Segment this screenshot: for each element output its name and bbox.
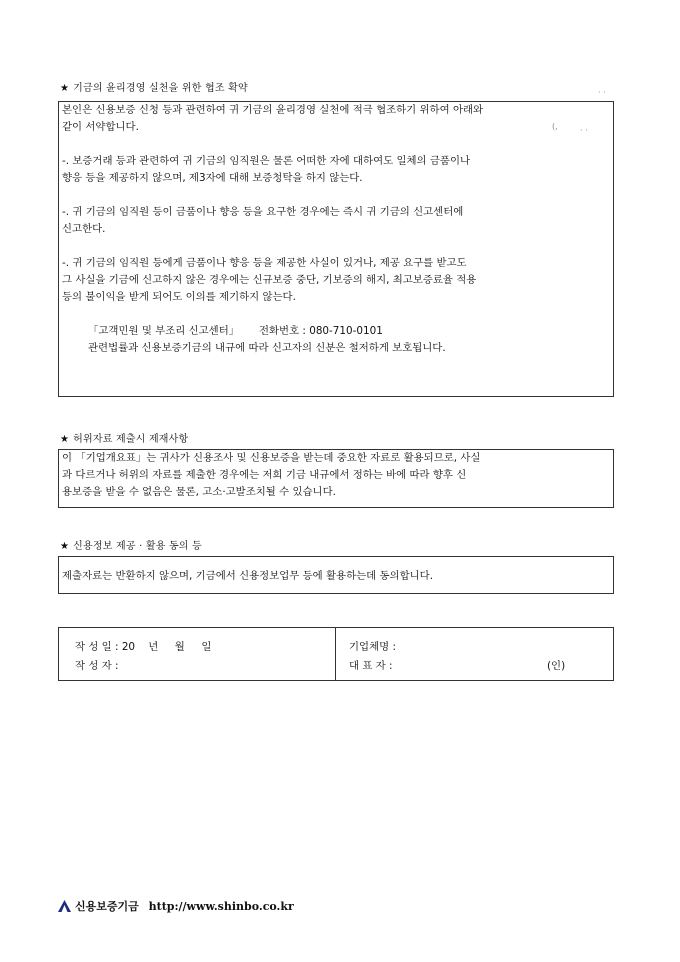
pledge-item-1: -. 보증거래 등과 관련하여 귀 기금의 임직원은 물론 어떠한 자에 대하여도 일체의 금품이나 [62,155,471,167]
pledge-item-3: 등의 불이익을 받게 되어도 이의를 제기하지 않는다. [62,291,296,303]
star-icon: ★ [60,541,70,552]
section1-title-text: 기금의 윤리경영 실천을 위한 협조 확약 [73,83,248,94]
false-data-line: 용보증을 받을 수 없음은 물론, 고소·고발조치될 수 있습니다. [62,486,336,498]
signature-left-cell [59,628,336,680]
pledge-item-2: 신고한다. [62,223,106,235]
pledge-intro-line: 본인은 신용보증 신청 등과 관련하여 귀 기금의 윤리경영 실천에 적극 협조하기 위하여 아래와 [62,104,484,116]
report-center-line: 「고객민원 및 부조리 신고센터」 전화번호 : 080-710-0101 [88,325,383,337]
footer-url-link[interactable]: http://www.shinbo.co.kr [148,900,294,913]
scan-noise: · · [580,126,588,135]
section1-title [60,79,248,94]
consent-box [58,556,614,594]
scan-noise: (, [552,122,558,131]
star-icon: ★ [60,83,70,94]
false-data-box [58,449,614,508]
pledge-box [58,101,614,397]
kodit-logo-icon [58,900,71,915]
section2-title [60,430,188,445]
signature-right-cell [335,628,613,680]
false-data-line: 이 「기업개요표」는 귀사가 신용조사 및 신용보증을 받는데 중요한 자료로 활용되므로, 사실 [62,452,481,464]
pledge-item-1: 향응 등을 제공하지 않으며, 제3자에 대해 보증청탁을 하지 않는다. [62,172,363,184]
section2-title-text: 허위자료 제출시 제재사항 [73,434,189,445]
false-data-line: 과 다르거나 허위의 자료를 제출한 경우에는 저희 기금 내규에서 정하는 바에 따라 향후 신 [62,469,467,481]
pledge-item-2: -. 귀 기금의 임직원 등이 금품이나 향응 등을 요구한 경우에는 즉시 귀 기금의 신고센터에 [62,206,464,218]
scan-noise: · · [598,88,606,97]
section3-title-text: 신용정보 제공 · 활용 동의 등 [73,541,202,552]
date-field[interactable]: 작 성 일 : 20 년 월 일 [75,641,212,653]
company-name-field[interactable]: 기업체명 : [349,641,396,653]
footer [58,898,294,915]
reporter-protection-line: 관련법률과 신용보증기금의 내규에 따라 신고자의 신분은 철저하게 보호됩니다. [88,342,446,354]
signature-table [58,627,614,681]
footer-org-name: 신용보증기금 [75,900,139,913]
pledge-item-3: -. 귀 기금의 임직원 등에게 금품이나 향응 등을 제공한 사실이 있거나, 제공 요구를 받고도 [62,257,467,269]
representative-field[interactable]: 대 표 자 : [349,660,393,672]
consent-line: 제출자료는 반환하지 않으며, 기금에서 신용정보업무 등에 활용하는데 동의합니다. [62,570,433,582]
section3-title [60,537,202,552]
star-icon: ★ [60,434,70,445]
seal-mark: (인) [547,660,566,672]
pledge-intro-line: 같이 서약합니다. [62,121,139,133]
writer-field[interactable]: 작 성 자 : [75,660,119,672]
pledge-item-3: 그 사실을 기금에 신고하지 않은 경우에는 신규보증 중단, 기보증의 해지, 최고보증료율 적용 [62,274,477,286]
